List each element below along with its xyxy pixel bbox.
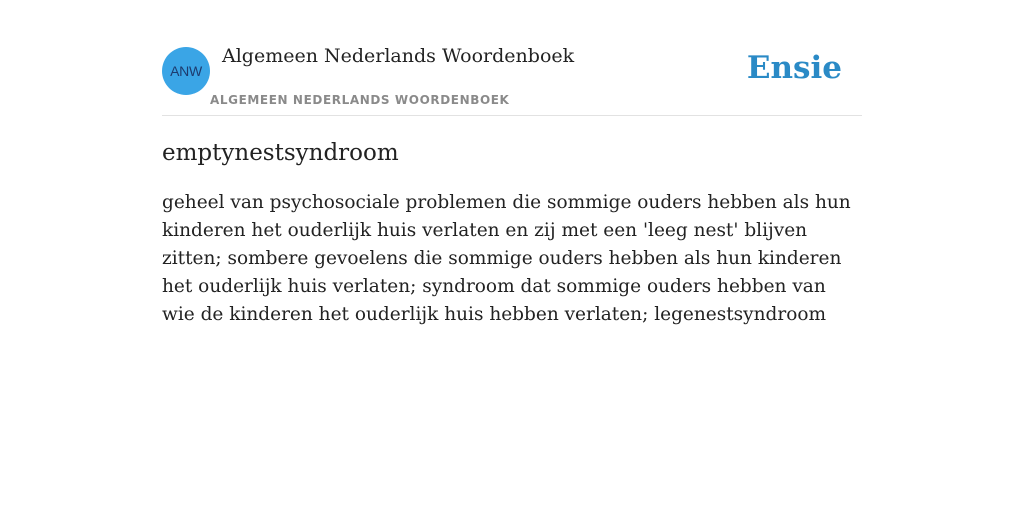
source-logo-text: ANW — [170, 63, 202, 79]
source-avatar[interactable] — [162, 47, 210, 95]
entry-term: emptynestsyndroom — [162, 140, 399, 166]
card-header — [162, 0, 862, 116]
entry-definition: geheel van psychosociale problemen die sommige ouders hebben als hun kinderen het ouderlijk huis verlaten en zij met een 'leeg nest' blijven zitten; sombere gevoelens die sommige ouders hebben als hun kinderen het ouderlijk huis verlaten; syndroom dat sommige ouders hebben van wie de kinderen het ouderlijk huis hebben verlaten; legenestsyndroom — [162, 192, 851, 325]
source-title[interactable]: Algemeen Nederlands Woordenboek — [222, 45, 575, 67]
definition-card — [162, 0, 862, 329]
brand-logo[interactable]: Ensie — [746, 50, 842, 86]
source-subtitle: ALGEMEEN NEDERLANDS WOORDENBOEK — [210, 93, 510, 107]
